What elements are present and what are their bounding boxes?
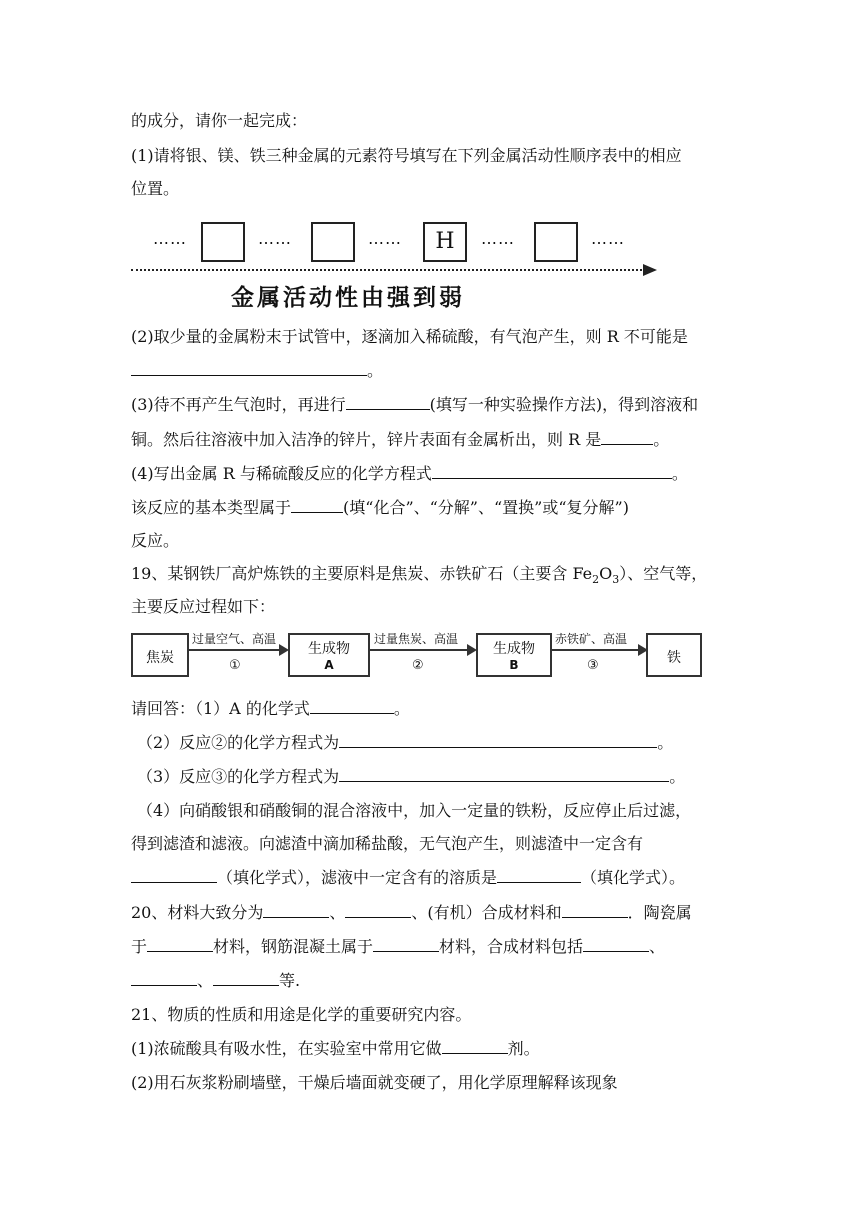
dots: …… <box>368 229 402 248</box>
answer-blank[interactable] <box>442 1038 508 1054</box>
q18-part1-line2: 位置。 <box>131 179 180 198</box>
dots: …… <box>481 229 515 248</box>
step3-number: ③ <box>587 658 599 673</box>
activity-arrow-head <box>643 264 657 276</box>
answer-blank[interactable] <box>131 360 367 376</box>
answer-blank[interactable] <box>339 766 669 782</box>
answer-blank[interactable] <box>131 867 217 883</box>
answer-blank[interactable] <box>291 497 343 513</box>
answer-blank[interactable] <box>497 867 581 883</box>
answer-blank[interactable] <box>432 463 672 479</box>
activity-caption: 金属活动性由强到弱 <box>231 285 465 311</box>
answer-blank[interactable] <box>310 698 394 714</box>
answer-blank[interactable] <box>263 902 329 918</box>
step3-condition: 赤铁矿、高温 <box>555 632 628 646</box>
node-iron: 铁 <box>646 633 702 677</box>
node-coke: 焦炭 <box>131 633 189 677</box>
node-product-a: 生成物 A <box>288 633 370 677</box>
answer-blank[interactable] <box>583 936 649 952</box>
step1-condition: 过量空气、高温 <box>192 632 277 646</box>
step2-condition: 过量焦炭、高温 <box>374 632 459 646</box>
q20-line1: 20、材料大致分为 、 、(有机）合成材料和 ．陶瓷属 <box>131 903 692 922</box>
answer-box-1[interactable] <box>201 222 245 262</box>
q18-part3-line1: (3)待不再产生气泡时，再进行 (填写一种实验操作方法)，得到溶液和 <box>131 395 699 414</box>
q20-line3: 、 等. <box>131 970 300 992</box>
activity-series-diagram <box>131 215 661 315</box>
answer-blank[interactable] <box>339 732 657 748</box>
q19-line2: 主要反应过程如下： <box>131 597 276 616</box>
activity-arrow-line <box>131 269 646 271</box>
q20-line2: 于 材料，钢筋混凝土属于 材料，合成材料包括 、 <box>131 937 666 956</box>
q18-intro: 的成分，请你一起完成： <box>131 111 308 130</box>
q18-part4-line2: 该反应的基本类型属于 (填“化合”、“分解”、“置换”或“复分解”) <box>131 498 629 517</box>
answer-box-3[interactable] <box>534 222 578 262</box>
answer-blank[interactable] <box>373 936 439 952</box>
answer-blank[interactable] <box>147 936 213 952</box>
answer-blank[interactable] <box>562 902 628 918</box>
q18-part3-line2: 铜。然后往溶液中加入洁净的锌片，锌片表面有金属析出，则 R 是 。 <box>131 430 670 449</box>
arrow-3 <box>552 649 640 651</box>
step1-number: ① <box>229 658 241 673</box>
answer-blank[interactable] <box>131 970 197 986</box>
q21-line3: (2)用石灰浆粉刷墙壁，干燥后墙面就变硬了，用化学原理解释该现象 <box>131 1073 618 1092</box>
hydrogen-box: H <box>423 222 467 262</box>
q19-q2: （2）反应②的化学方程式为 。 <box>137 733 674 752</box>
dots: …… <box>591 229 625 248</box>
answer-blank[interactable] <box>213 970 279 986</box>
dots: …… <box>153 229 187 248</box>
q19-q4-line1: （4）向硝酸银和硝酸铜的混合溶液中，加入一定量的铁粉，反应停止后过滤， <box>137 801 692 820</box>
q18-part4-line1: (4)写出金属 R 与稀硫酸反应的化学方程式 。 <box>131 464 688 483</box>
q21-line1: 21、物质的性质和用途是化学的重要研究内容。 <box>131 1005 472 1024</box>
q18-part1-line1: (1)请将银、镁、铁三种金属的元素符号填写在下列金属活动性顺序表中的相应 <box>131 146 682 165</box>
q18-part2-line1: (2)取少量的金属粉末于试管中，逐滴加入稀硫酸，有气泡产生，则 R 不可能是 <box>131 327 688 346</box>
q19-line1: 19、某钢铁厂高炉炼铁的主要原料是焦炭、赤铁矿石（主要含 $Fe_2O_3$）、空气等， <box>131 564 708 587</box>
q19-q4-line3: （填化学式），滤液中一定含有的溶质是 （填化学式）。 <box>131 867 685 889</box>
node-product-b: 生成物 B <box>476 633 552 677</box>
dots: …… <box>258 229 292 248</box>
arrow-1 <box>189 649 281 651</box>
answer-blank[interactable] <box>346 394 430 410</box>
arrow-2 <box>370 649 468 651</box>
answer-box-2[interactable] <box>311 222 355 262</box>
q21-line2: (1)浓硫酸具有吸水性，在实验室中常用它做 剂。 <box>131 1039 540 1058</box>
answer-blank[interactable] <box>601 429 653 445</box>
q18-part2-line2: 。 <box>131 360 383 382</box>
q19-q3: （3）反应③的化学方程式为 。 <box>137 767 686 786</box>
step2-number: ② <box>412 658 424 673</box>
answer-blank[interactable] <box>345 902 411 918</box>
ironmaking-flowchart <box>131 628 703 688</box>
q19-q4-line2: 得到滤渣和滤液。向滤渣中滴加稀盐酸，无气泡产生，则滤渣中一定含有 <box>131 834 644 853</box>
q18-part4-line3: 反应。 <box>131 531 180 550</box>
q19-q1: 请回答：（1）A 的化学式 。 <box>131 699 410 718</box>
